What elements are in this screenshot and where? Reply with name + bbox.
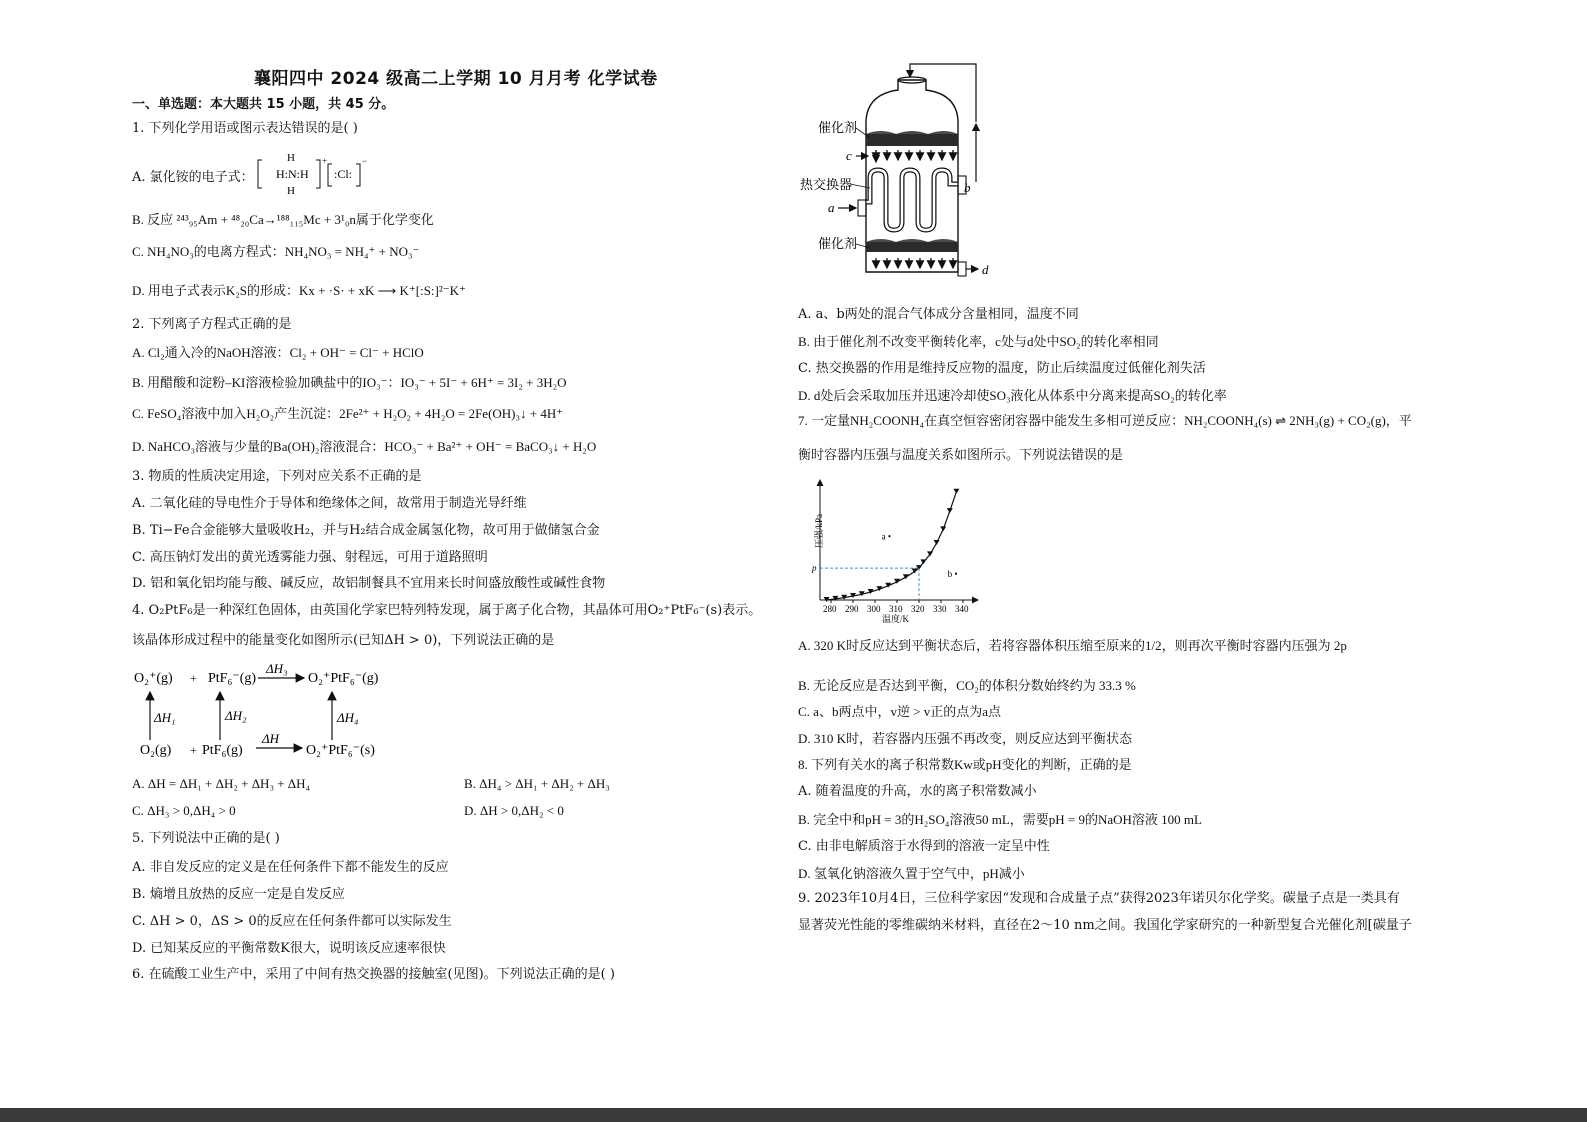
q6-option-d: D. d处后会采取加压并迅速冷却使SO₃液化从体系中分离来提高SO₂的转化率 xyxy=(798,388,1227,403)
q7-option-d: D. 310 K时，若容器内压强不再改变，则反应达到平衡状态 xyxy=(798,731,1133,746)
x-tick-label: 320 xyxy=(911,604,925,614)
q4-option-b: B. ΔH₄ > ΔH₁ + ΔH₂ + ΔH₃ xyxy=(464,776,610,791)
q8-option-a: A. 随着温度的升高，水的离子积常数减小 xyxy=(798,784,1037,799)
q2-option-c: C. FeSO₄溶液中加入H₂O₂产生沉淀：2Fe²⁺ + H₂O₂ + 4H₂O = 2Fe(OH)₃↓ + 4H⁺ xyxy=(132,406,564,421)
label-dh3: ΔH₃ xyxy=(266,661,288,676)
label-catalyst-bottom: 催化剂 xyxy=(818,236,858,251)
pressure-temperature-chart xyxy=(796,474,986,624)
q9-line2: 显著荧光性能的零维碳纳米材料，直径在2～10 nm之间。我国化学家研究的一种新型复合光催化剂[碳量子 xyxy=(798,918,1412,933)
svg-text:+: + xyxy=(322,156,328,166)
q7-option-a: A. 320 K时反应达到平衡状态后，若将容器体积压缩至原来的1/2，则再次平衡时容器内压强为 2p xyxy=(798,638,1347,653)
label-dh4: ΔH₄ xyxy=(337,710,359,725)
label-c: c xyxy=(846,148,852,163)
svg-text:−: − xyxy=(362,156,368,166)
section-heading: 一、单选题：本大题共 15 小题，共 45 分。 xyxy=(132,97,395,112)
q8-option-b: B. 完全中和pH = 3的H₂SO₄溶液50 mL，需要pH = 9的NaOH溶液 100 mL xyxy=(798,812,1202,827)
label-b: b xyxy=(964,180,971,195)
q7-option-c: C. a、b两点中，v逆 > v正的点为a点 xyxy=(798,704,1002,719)
svg-text:H:N:H: H:N:H xyxy=(276,167,309,181)
q4-option-a: A. ΔH = ΔH₁ + ΔH₂ + ΔH₃ + ΔH₄ xyxy=(132,776,311,791)
q7-stem-line2: 衡时容器内压强与温度关系如图所示。下列说法错误的是 xyxy=(798,448,1124,463)
x-tick-label: 330 xyxy=(933,604,947,614)
q1-option-c: C. NH₄NO₃的电离方程式：NH₄NO₃ = NH₄⁺ + NO₃⁻ xyxy=(132,244,420,259)
diagram-top-right: O₂⁺PtF₆⁻(g) xyxy=(308,671,379,686)
data-point xyxy=(927,551,933,556)
data-point xyxy=(953,489,959,494)
diagram-bottom-left: O₂(g) xyxy=(140,743,172,758)
page-title: 襄阳四中 2024 级高二上学期 10 月月考 化学试卷 xyxy=(254,69,658,89)
diagram-top-left: O₂⁺(g) xyxy=(134,671,173,686)
bottom-scroll-bar[interactable] xyxy=(0,1108,1587,1122)
q4-option-c: C. ΔH₃ > 0,ΔH₄ > 0 xyxy=(132,803,236,818)
label-heat-exchanger: 热交换器 xyxy=(800,177,853,192)
x-tick-label: 290 xyxy=(845,604,859,614)
label-dh2: ΔH₂ xyxy=(225,708,247,723)
label-dh1: ΔH₁ xyxy=(154,710,176,725)
q6-option-c: C. 热交换器的作用是维持反应物的温度，防止后续温度过低催化剂失活 xyxy=(798,361,1206,376)
q3-option-d: D. 铝和氧化铝均能与酸、碱反应，故铝制餐具不宜用来长时间盛放酸性或碱性食物 xyxy=(132,576,606,591)
point-label-a: a • xyxy=(881,531,892,542)
y-axis-label: 压强/kPa xyxy=(814,513,824,548)
data-point xyxy=(947,508,953,513)
diagram-bottom-mid: PtF₆(g) xyxy=(202,743,243,758)
contact-chamber-diagram xyxy=(800,62,1010,302)
q4-stem-line1: 4. O₂PtF₆是一种深红色固体，由英国化学家巴特列特发现，属于离子化合物，其晶体可用O₂⁺PtF₆⁻(s)表示。 xyxy=(132,603,762,618)
diagram-bottom-plus: + xyxy=(190,743,197,757)
q8-option-c: C. 由非电解质溶于水得到的溶液一定呈中性 xyxy=(798,839,1050,854)
q3-option-c: C. 高压钠灯发出的黄光透雾能力强、射程远，可用于道路照明 xyxy=(132,550,488,565)
point-label-b: b • xyxy=(947,569,958,580)
q1-stem: 1. 下列化学用语或图示表达错误的是( ) xyxy=(132,121,358,136)
q4-option-d: D. ΔH > 0,ΔH₂ < 0 xyxy=(464,803,564,818)
diagram-bottom-right: O₂⁺PtF₆⁻(s) xyxy=(306,743,375,758)
ammonium-chloride-electron-formula xyxy=(256,150,376,198)
reference-label-p: p xyxy=(812,563,817,574)
q1-option-b: B. 反应 ²⁴³₉₅Am + ⁴⁸₂₀Ca→¹⁸⁸₁₁₅Mc + 3¹₀n属于化学变化 xyxy=(132,212,434,227)
x-tick-label: 340 xyxy=(955,604,969,614)
diagram-top-mid: PtF₆⁻(g) xyxy=(208,671,257,686)
heat-exchanger-coil xyxy=(866,170,958,230)
q5-stem: 5. 下列说法中正确的是( ) xyxy=(132,831,280,846)
data-point xyxy=(920,559,926,564)
label-d: d xyxy=(982,262,989,277)
svg-text:H: H xyxy=(287,152,295,164)
q1-option-a-label: A. 氯化铵的电子式： xyxy=(132,170,254,185)
x-tick-label: 280 xyxy=(823,604,837,614)
catalyst-bed-bottom xyxy=(866,242,958,252)
q3-option-a: A. 二氧化硅的导电性介于导体和绝缘体之间，故常用于制造光导纤维 xyxy=(132,496,527,511)
x-axis-label: 温度/K xyxy=(882,614,910,624)
diagram-top-plus: + xyxy=(190,671,197,685)
q6-option-a: A. a、b两处的混合气体成分含量相同，温度不同 xyxy=(798,307,1079,322)
label-a: a xyxy=(828,200,835,215)
q2-option-d: D. NaHCO₃溶液与少量的Ba(OH)₂溶液混合：HCO₃⁻ + Ba²⁺ + OH⁻ = BaCO₃↓ + H₂O xyxy=(132,439,597,454)
q1-option-a xyxy=(132,170,254,186)
label-catalyst-top: 催化剂 xyxy=(818,120,858,135)
q2-option-a: A. Cl₂通入冷的NaOH溶液：Cl₂ + OH⁻ = Cl⁻ + HClO xyxy=(132,345,424,360)
q7-stem-line1: 7. 一定量NH₂COONH₄在真空恒容密闭容器中能发生多相可逆反应：NH₂COONH₄(s) ⇌ 2NH₃(g) + CO₂(g)，平 xyxy=(798,413,1412,428)
q5-option-c: C. ΔH > 0，ΔS > 0的反应在任何条件都可以实际发生 xyxy=(132,914,452,929)
q6-option-b: B. 由于催化剂不改变平衡转化率，c处与d处中SO₂的转化率相同 xyxy=(798,334,1159,349)
q4-stem-line2: 该晶体形成过程中的能量变化如图所示(已知ΔH > 0)，下列说法正确的是 xyxy=(132,633,555,648)
q2-option-b: B. 用醋酸和淀粉–KI溶液检验加碘盐中的IO₃⁻：IO₃⁻ + 5I⁻ + 6H⁺ = 3I₂ + 3H₂O xyxy=(132,375,567,390)
q7-option-b: B. 无论反应是否达到平衡，CO₂的体积分数始终约为 33.3 % xyxy=(798,678,1136,693)
x-tick-label: 300 xyxy=(867,604,881,614)
q9-line1: 9. 2023年10月4日，三位科学家因“发现和合成量子点”获得2023年诺贝尔化学奖。碳量子点是一类具有 xyxy=(798,891,1400,906)
q8-stem: 8. 下列有关水的离子积常数Kw或pH变化的判断，正确的是 xyxy=(798,757,1132,772)
data-point xyxy=(940,526,946,531)
q3-option-b: B. Ti−Fe合金能够大量吸收H₂，并与H₂结合成金属氢化物，故可用于做储氢合金 xyxy=(132,523,600,538)
q8-option-d: D. 氢氧化钠溶液久置于空气中，pH减小 xyxy=(798,866,1025,881)
energy-cycle-diagram xyxy=(132,660,392,770)
svg-text::Cl:: :Cl: xyxy=(334,167,353,181)
x-tick-label: 310 xyxy=(889,604,903,614)
label-dh: ΔH xyxy=(262,731,280,746)
q5-option-a: A. 非自发反应的定义是在任何条件下都不能发生的反应 xyxy=(132,860,449,875)
svg-text:H: H xyxy=(287,185,295,197)
catalyst-bed-top xyxy=(866,134,958,146)
equilibrium-curve xyxy=(827,492,957,600)
q2-stem: 2. 下列离子方程式正确的是 xyxy=(132,317,292,332)
q3-stem: 3. 物质的性质决定用途，下列对应关系不正确的是 xyxy=(132,469,422,484)
q5-option-b: B. 熵增且放热的反应一定是自发反应 xyxy=(132,887,345,902)
q6-stem: 6. 在硫酸工业生产中，采用了中间有热交换器的接触室(见图)。下列说法正确的是( ) xyxy=(132,967,615,982)
data-point xyxy=(934,540,940,545)
q5-option-d: D. 已知某反应的平衡常数K很大，说明该反应速率很快 xyxy=(132,941,446,956)
q1-option-d: D. 用电子式表示K₂S的形成：Kx + ·S· + xK ⟶ K⁺[:S:]²⁻K⁺ xyxy=(132,283,466,298)
